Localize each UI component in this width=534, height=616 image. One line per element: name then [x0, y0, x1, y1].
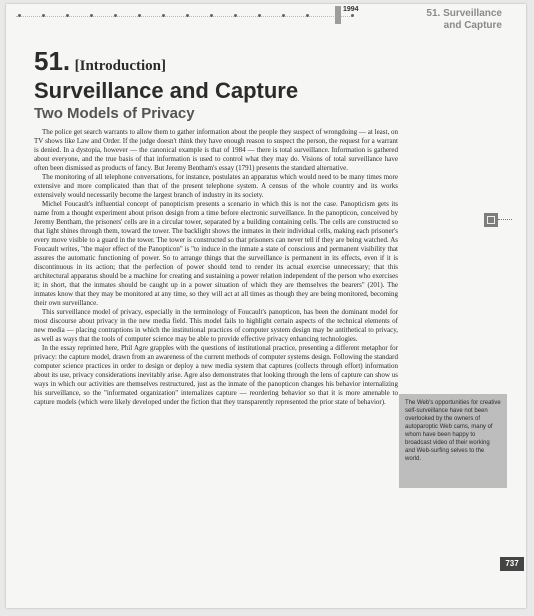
chapter-number: 51.	[34, 46, 71, 76]
body-paragraph: The monitoring of all telephone conversations, for instance, postulates an apparatus which would need to be many times more extensive and more complicated than that of the present telephone system. A census of the whole country and its works extensively would necessarily become the largest branch of industry in its society.	[34, 173, 398, 199]
chapter-timeline	[6, 4, 366, 36]
body-paragraph: In the essay reprinted here, Phil Agre grapples with the questions of institutional practice, presenting a different metaphor for privacy: the capture model, drawn from an awareness of the current methods of computer systems design. Following the standard computer science practices in order to design or deploy a new media system that captures (collects through effort) information about its use, privacy considerations inevitably arise. Agre also demonstrates that looking through the lens of capture can show us ways in which our activities are themselves restructured, just as the inmate of the panopticon changes his behavior internalizing his surveillance, so the "informated organization" internalizes capture — reordering behavior so that it is more amenable to capture models (which were likely developed under the fiction that they transparently represented the prior state of behavior).	[34, 344, 398, 406]
timeline-dot	[114, 14, 117, 17]
timeline-dot	[18, 14, 21, 17]
timeline-dot	[351, 14, 354, 17]
body-paragraph: Michel Foucault's influential concept of panopticism presents a scenario in which this is not the case. Panopticism gets its name from a thought experiment about prison design from a time before electronic surveillance. In the panopticon, conceived by Jeremy Bentham, the prisoners' cells are in a circular tower, separated by a building containing cells. The cells are constructed so that light shines through them, toward the tower. The backlight shows the inmates in their individual cells, making each prisoner's every move visible to a guard in the tower. The tower is constructed so that prisoners can never tell if they are being watched. As Foucault writes, "the major effect of the Panopticon" is "to induce in the inmate a state of conscious and permanent visibility that assures the automatic functioning of power. So to arrange things that the surveillance is permanent in its effects, even if it is discontinuous in its action; that the perfection of power should tend to render its actual exercise unnecessary; that this architectural apparatus should be a machine for creating and sustaining a power relation independent of the person who exercises it; in short, that the inmates should be caught up in a power situation of which they are themselves the bearers" (201). The inmates know that they may be monitored at any time, so they will act at all times as though they are being monitored, becoming their own surveillance.	[34, 200, 398, 307]
timeline-year: 1994	[343, 6, 359, 13]
running-head	[426, 8, 502, 32]
timeline-dot	[138, 14, 141, 17]
book-page	[6, 4, 526, 608]
page-number: 737	[500, 557, 524, 571]
body-paragraph: This surveillance model of privacy, especially in the terminology of Foucault's panopticon, has been the dominant model for most discourse about privacy in the new media field. This model fails to highlight certain aspects of the technical elements of new media — placing contraptions in which the institutional practices of computer system design may be antithetical to privacy, as well as ways that the tools of computer science may be able to provide effective privacy enhancing technologies.	[34, 308, 398, 343]
timeline-dot	[306, 14, 309, 17]
timeline-dot	[258, 14, 261, 17]
running-head-line: and Capture	[443, 20, 502, 31]
running-head-line: 51. Surveillance	[426, 8, 502, 19]
timeline-dot	[234, 14, 237, 17]
chapter-subtitle: Two Models of Privacy	[34, 105, 195, 122]
timeline-dot	[66, 14, 69, 17]
timeline-dot	[90, 14, 93, 17]
margin-tab-icon	[484, 213, 498, 227]
chapter-heading	[34, 46, 166, 77]
chapter-title: Surveillance and Capture	[34, 78, 299, 103]
timeline-dot	[162, 14, 165, 17]
timeline-dot	[42, 14, 45, 17]
timeline-dot	[210, 14, 213, 17]
timeline-dot	[186, 14, 189, 17]
body-paragraph: The police get search warrants to allow them to gather information about the people they suspect of wrongdoing — at least, on TV shows like Law and Order. If the judge doesn't think they have enough reason to suspect the person, the request for a warrant is denied. In a dystopia, however — the canonical example is that of 1984 — there is total surveillance. Information is gathered about everyone, and the true basis of that information is used to control what they may do. Visions of total surveillance have often been dismissed as products of fancy. But Jeremy Bentham's essay (1791) presents the standard alternative.	[34, 128, 398, 172]
sidebar-note: The Web's opportunities for creative self-surveillance have not been overlooked by the owners of autoparoptic Web cams, many of whom have been happy to broadcast video of their working and Web-surfing selves to the world.	[399, 394, 507, 488]
timeline-marker	[335, 6, 341, 24]
chapter-kind: [Introduction]	[74, 58, 167, 74]
timeline-dot	[282, 14, 285, 17]
body-text	[34, 128, 398, 558]
